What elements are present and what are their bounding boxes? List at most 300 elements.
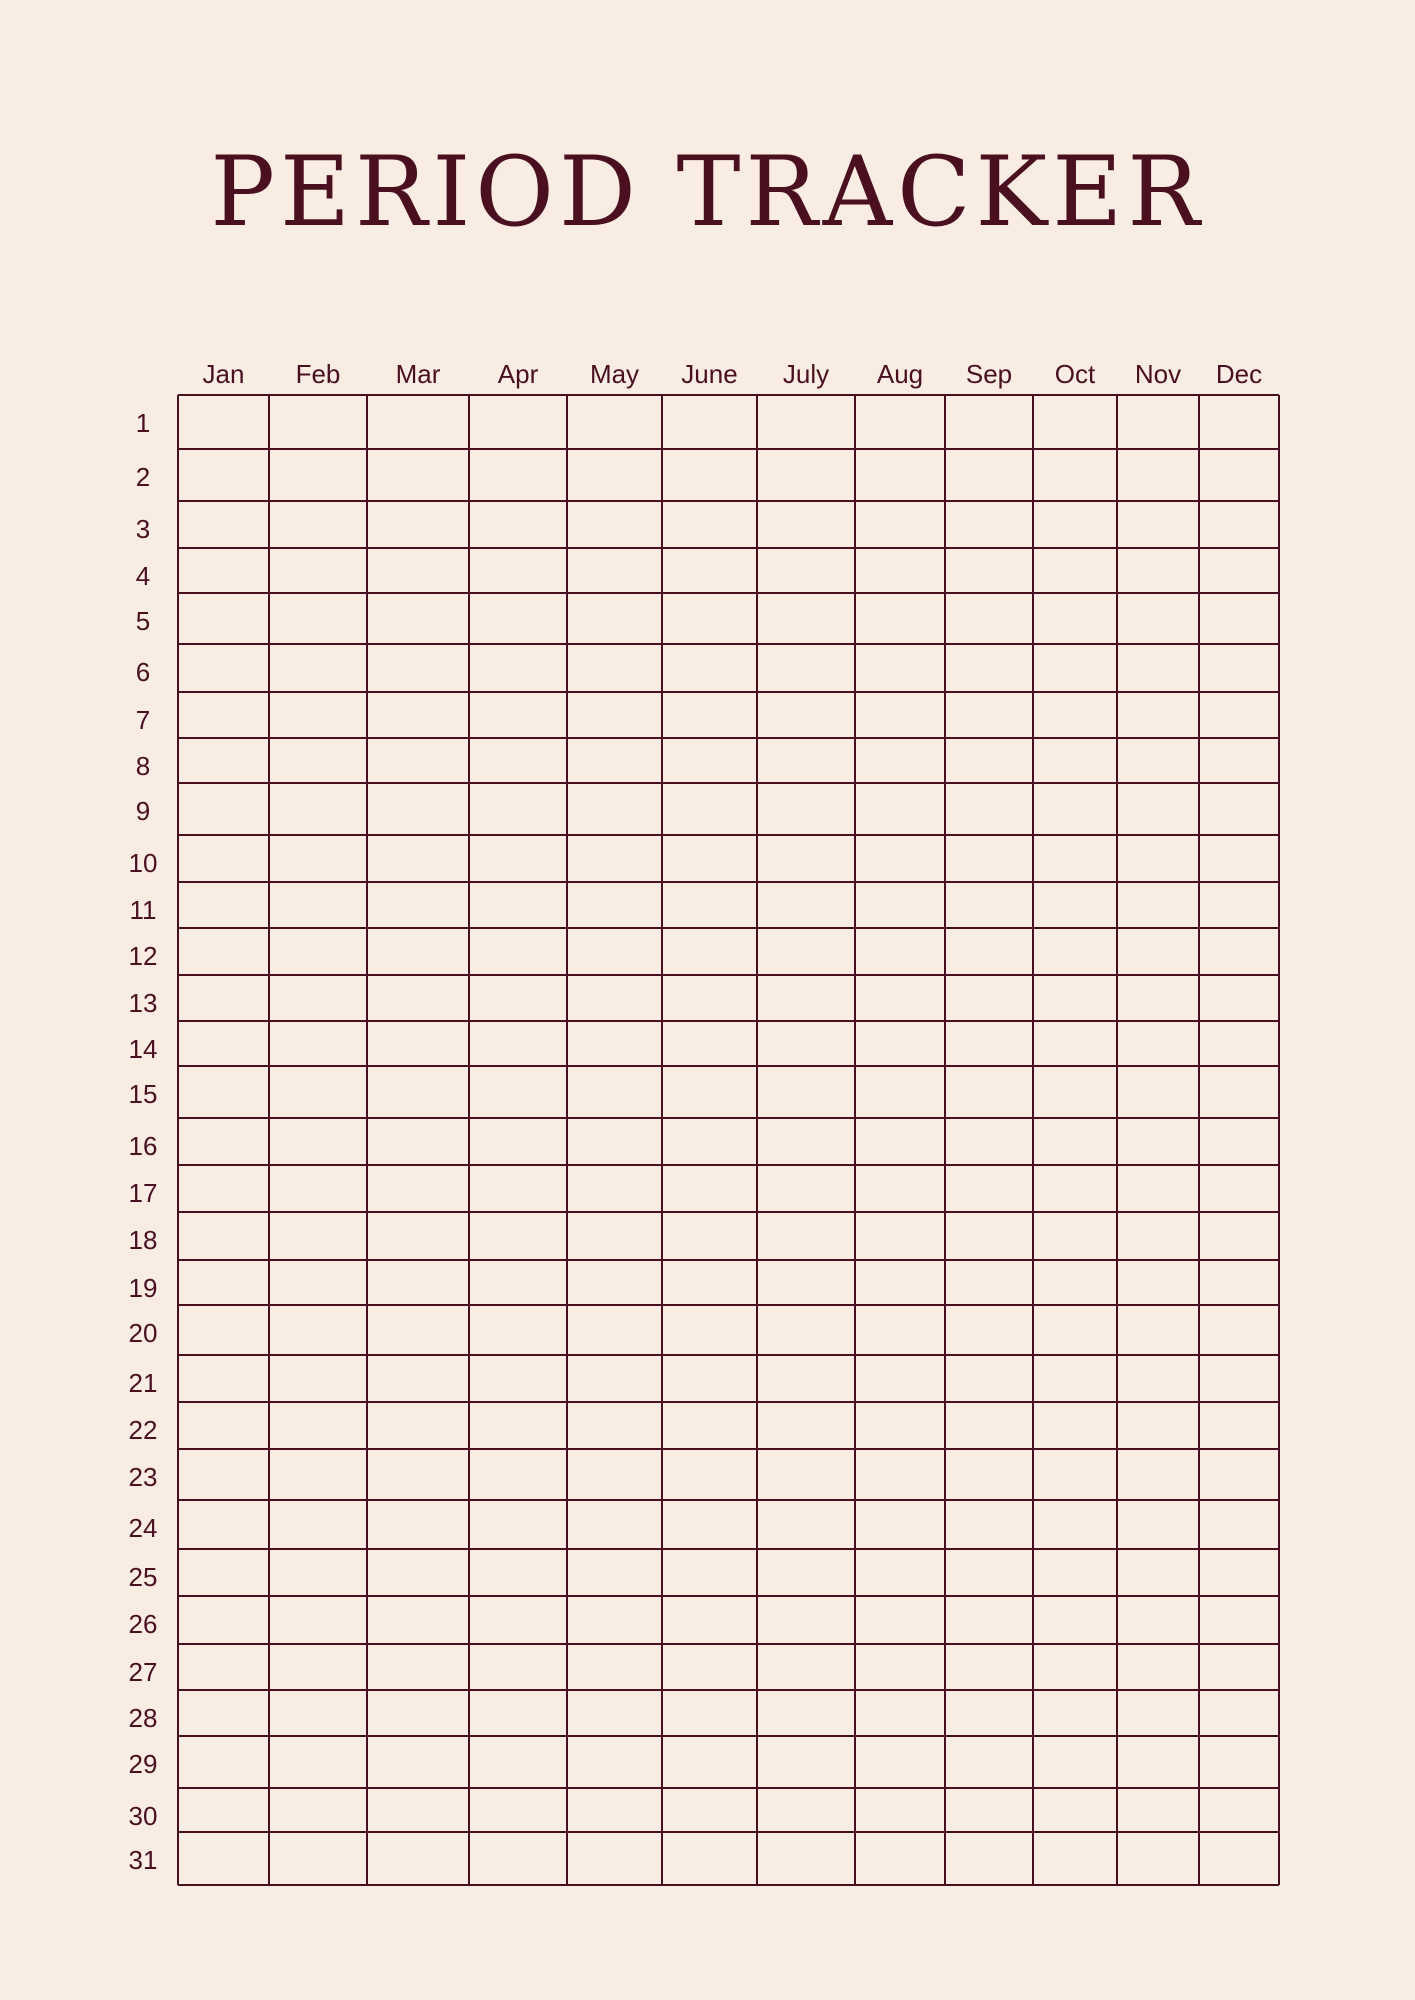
tracker-cell[interactable] [269,1305,367,1355]
tracker-cell[interactable] [1033,1118,1117,1165]
tracker-cell[interactable] [367,501,469,548]
tracker-cell[interactable] [269,1165,367,1212]
tracker-cell[interactable] [469,1788,567,1832]
tracker-cell[interactable] [757,835,855,882]
tracker-cell[interactable] [757,1644,855,1690]
tracker-cell[interactable] [1199,1402,1279,1449]
tracker-cell[interactable] [662,548,757,593]
tracker-cell[interactable] [662,1118,757,1165]
tracker-cell[interactable] [367,1832,469,1885]
tracker-cell[interactable] [367,835,469,882]
tracker-cell[interactable] [1117,783,1199,835]
tracker-cell[interactable] [469,1736,567,1788]
tracker-cell[interactable] [567,1212,662,1260]
tracker-cell[interactable] [855,548,945,593]
tracker-cell[interactable] [367,783,469,835]
tracker-cell[interactable] [178,1549,269,1596]
tracker-cell[interactable] [855,1165,945,1212]
tracker-cell[interactable] [178,1500,269,1549]
tracker-cell[interactable] [1199,548,1279,593]
tracker-cell[interactable] [1033,1596,1117,1644]
tracker-cell[interactable] [269,593,367,644]
tracker-cell[interactable] [945,1355,1033,1402]
tracker-cell[interactable] [1117,593,1199,644]
tracker-cell[interactable] [662,1500,757,1549]
tracker-cell[interactable] [269,928,367,975]
tracker-cell[interactable] [178,449,269,501]
tracker-cell[interactable] [855,692,945,738]
tracker-cell[interactable] [1033,1021,1117,1066]
tracker-cell[interactable] [178,783,269,835]
tracker-cell[interactable] [662,835,757,882]
tracker-cell[interactable] [567,1260,662,1305]
tracker-cell[interactable] [855,1212,945,1260]
tracker-cell[interactable] [945,975,1033,1021]
tracker-cell[interactable] [367,1690,469,1736]
tracker-cell[interactable] [469,882,567,928]
tracker-cell[interactable] [567,1021,662,1066]
tracker-cell[interactable] [855,1832,945,1885]
tracker-cell[interactable] [945,783,1033,835]
tracker-cell[interactable] [1033,1788,1117,1832]
tracker-cell[interactable] [269,1832,367,1885]
tracker-cell[interactable] [1199,395,1279,449]
tracker-cell[interactable] [567,1549,662,1596]
tracker-cell[interactable] [178,1832,269,1885]
tracker-cell[interactable] [367,1118,469,1165]
tracker-cell[interactable] [567,1832,662,1885]
tracker-cell[interactable] [662,1066,757,1118]
tracker-cell[interactable] [855,1500,945,1549]
tracker-cell[interactable] [757,882,855,928]
tracker-cell[interactable] [945,1736,1033,1788]
tracker-cell[interactable] [178,1736,269,1788]
tracker-cell[interactable] [367,1260,469,1305]
tracker-cell[interactable] [662,738,757,783]
tracker-cell[interactable] [757,1736,855,1788]
tracker-cell[interactable] [469,1066,567,1118]
tracker-cell[interactable] [469,1355,567,1402]
tracker-cell[interactable] [469,1449,567,1500]
tracker-cell[interactable] [757,1066,855,1118]
tracker-cell[interactable] [1117,1596,1199,1644]
tracker-cell[interactable] [757,1355,855,1402]
tracker-cell[interactable] [567,449,662,501]
tracker-cell[interactable] [662,783,757,835]
tracker-cell[interactable] [662,1690,757,1736]
tracker-cell[interactable] [662,1449,757,1500]
tracker-cell[interactable] [757,1212,855,1260]
tracker-cell[interactable] [945,1596,1033,1644]
tracker-cell[interactable] [178,882,269,928]
tracker-cell[interactable] [855,1596,945,1644]
tracker-cell[interactable] [178,644,269,692]
tracker-cell[interactable] [1199,449,1279,501]
tracker-cell[interactable] [945,1118,1033,1165]
tracker-cell[interactable] [855,882,945,928]
tracker-cell[interactable] [945,1832,1033,1885]
tracker-cell[interactable] [567,1066,662,1118]
tracker-cell[interactable] [469,1596,567,1644]
tracker-cell[interactable] [367,1449,469,1500]
tracker-cell[interactable] [469,835,567,882]
tracker-cell[interactable] [1199,783,1279,835]
tracker-cell[interactable] [757,1402,855,1449]
tracker-cell[interactable] [662,1596,757,1644]
tracker-cell[interactable] [757,1260,855,1305]
tracker-cell[interactable] [269,1212,367,1260]
tracker-cell[interactable] [178,593,269,644]
tracker-cell[interactable] [178,1596,269,1644]
tracker-cell[interactable] [1033,593,1117,644]
tracker-cell[interactable] [855,1690,945,1736]
tracker-cell[interactable] [1117,1549,1199,1596]
tracker-cell[interactable] [567,1355,662,1402]
tracker-cell[interactable] [757,738,855,783]
tracker-cell[interactable] [1117,501,1199,548]
tracker-cell[interactable] [1199,1788,1279,1832]
tracker-cell[interactable] [662,593,757,644]
tracker-cell[interactable] [469,1118,567,1165]
tracker-cell[interactable] [269,835,367,882]
tracker-cell[interactable] [757,1305,855,1355]
tracker-cell[interactable] [757,395,855,449]
tracker-cell[interactable] [1199,1596,1279,1644]
tracker-cell[interactable] [567,1402,662,1449]
tracker-cell[interactable] [1199,1644,1279,1690]
tracker-cell[interactable] [1117,738,1199,783]
tracker-cell[interactable] [945,692,1033,738]
tracker-cell[interactable] [855,1021,945,1066]
tracker-cell[interactable] [1199,644,1279,692]
tracker-cell[interactable] [367,1644,469,1690]
tracker-cell[interactable] [567,1644,662,1690]
tracker-cell[interactable] [945,1690,1033,1736]
tracker-cell[interactable] [945,1449,1033,1500]
tracker-cell[interactable] [269,1066,367,1118]
tracker-cell[interactable] [367,975,469,1021]
tracker-cell[interactable] [469,1305,567,1355]
tracker-cell[interactable] [662,692,757,738]
tracker-cell[interactable] [1033,783,1117,835]
tracker-cell[interactable] [1117,449,1199,501]
tracker-cell[interactable] [1117,1788,1199,1832]
tracker-cell[interactable] [757,449,855,501]
tracker-cell[interactable] [567,1736,662,1788]
tracker-cell[interactable] [1199,1736,1279,1788]
tracker-cell[interactable] [945,1260,1033,1305]
tracker-cell[interactable] [1117,1449,1199,1500]
tracker-cell[interactable] [1117,1165,1199,1212]
tracker-cell[interactable] [945,1066,1033,1118]
tracker-cell[interactable] [567,1500,662,1549]
tracker-cell[interactable] [567,975,662,1021]
tracker-cell[interactable] [757,593,855,644]
tracker-cell[interactable] [178,1118,269,1165]
tracker-cell[interactable] [855,1402,945,1449]
tracker-cell[interactable] [178,1165,269,1212]
tracker-cell[interactable] [469,1260,567,1305]
tracker-cell[interactable] [178,1305,269,1355]
tracker-cell[interactable] [855,1449,945,1500]
tracker-cell[interactable] [855,644,945,692]
tracker-cell[interactable] [1033,738,1117,783]
tracker-cell[interactable] [469,644,567,692]
tracker-cell[interactable] [662,1402,757,1449]
tracker-cell[interactable] [662,501,757,548]
tracker-cell[interactable] [469,1549,567,1596]
tracker-cell[interactable] [1199,882,1279,928]
tracker-cell[interactable] [945,593,1033,644]
tracker-cell[interactable] [178,1449,269,1500]
tracker-cell[interactable] [469,692,567,738]
tracker-cell[interactable] [1117,1021,1199,1066]
tracker-cell[interactable] [757,1500,855,1549]
tracker-cell[interactable] [662,1260,757,1305]
tracker-cell[interactable] [269,1596,367,1644]
tracker-cell[interactable] [367,1596,469,1644]
tracker-cell[interactable] [855,975,945,1021]
tracker-cell[interactable] [1117,1690,1199,1736]
tracker-cell[interactable] [1033,1355,1117,1402]
tracker-cell[interactable] [269,548,367,593]
tracker-cell[interactable] [945,1021,1033,1066]
tracker-cell[interactable] [567,1596,662,1644]
tracker-cell[interactable] [367,1500,469,1549]
tracker-cell[interactable] [1117,1305,1199,1355]
tracker-cell[interactable] [757,548,855,593]
tracker-cell[interactable] [469,975,567,1021]
tracker-cell[interactable] [945,644,1033,692]
tracker-cell[interactable] [469,1644,567,1690]
tracker-cell[interactable] [1117,1500,1199,1549]
tracker-cell[interactable] [367,738,469,783]
tracker-cell[interactable] [1033,1690,1117,1736]
tracker-cell[interactable] [567,395,662,449]
tracker-cell[interactable] [662,975,757,1021]
tracker-cell[interactable] [1033,644,1117,692]
tracker-cell[interactable] [1117,644,1199,692]
tracker-cell[interactable] [178,835,269,882]
tracker-cell[interactable] [662,644,757,692]
tracker-cell[interactable] [567,501,662,548]
tracker-cell[interactable] [855,1066,945,1118]
tracker-cell[interactable] [269,1644,367,1690]
tracker-cell[interactable] [757,975,855,1021]
tracker-cell[interactable] [1033,928,1117,975]
tracker-cell[interactable] [269,975,367,1021]
tracker-cell[interactable] [945,1402,1033,1449]
tracker-cell[interactable] [367,548,469,593]
tracker-cell[interactable] [178,928,269,975]
tracker-cell[interactable] [855,1260,945,1305]
tracker-cell[interactable] [567,928,662,975]
tracker-cell[interactable] [757,1832,855,1885]
tracker-cell[interactable] [1033,1165,1117,1212]
tracker-cell[interactable] [757,1165,855,1212]
tracker-cell[interactable] [757,1549,855,1596]
tracker-cell[interactable] [855,1305,945,1355]
tracker-cell[interactable] [1117,1260,1199,1305]
tracker-cell[interactable] [945,1788,1033,1832]
tracker-cell[interactable] [662,1355,757,1402]
tracker-cell[interactable] [1033,449,1117,501]
tracker-cell[interactable] [567,835,662,882]
tracker-cell[interactable] [855,738,945,783]
tracker-cell[interactable] [945,449,1033,501]
tracker-cell[interactable] [567,1118,662,1165]
tracker-cell[interactable] [757,783,855,835]
tracker-cell[interactable] [178,1260,269,1305]
tracker-cell[interactable] [1033,882,1117,928]
tracker-cell[interactable] [178,1021,269,1066]
tracker-cell[interactable] [178,738,269,783]
tracker-cell[interactable] [1117,1402,1199,1449]
tracker-cell[interactable] [1117,975,1199,1021]
tracker-cell[interactable] [1199,1449,1279,1500]
tracker-cell[interactable] [469,449,567,501]
tracker-cell[interactable] [1199,1212,1279,1260]
tracker-cell[interactable] [855,835,945,882]
tracker-cell[interactable] [1033,1449,1117,1500]
tracker-cell[interactable] [178,395,269,449]
tracker-cell[interactable] [469,1165,567,1212]
tracker-cell[interactable] [1117,882,1199,928]
tracker-cell[interactable] [367,1549,469,1596]
tracker-cell[interactable] [1033,1644,1117,1690]
tracker-cell[interactable] [567,1449,662,1500]
tracker-cell[interactable] [855,449,945,501]
tracker-cell[interactable] [662,1021,757,1066]
tracker-cell[interactable] [1117,1644,1199,1690]
tracker-cell[interactable] [1033,1549,1117,1596]
tracker-cell[interactable] [757,1021,855,1066]
tracker-cell[interactable] [367,593,469,644]
tracker-cell[interactable] [367,1788,469,1832]
tracker-cell[interactable] [367,1066,469,1118]
tracker-cell[interactable] [1033,835,1117,882]
tracker-cell[interactable] [1117,1118,1199,1165]
tracker-cell[interactable] [567,1305,662,1355]
tracker-cell[interactable] [269,1021,367,1066]
tracker-cell[interactable] [945,501,1033,548]
tracker-cell[interactable] [269,1690,367,1736]
tracker-cell[interactable] [567,1165,662,1212]
tracker-cell[interactable] [367,1305,469,1355]
tracker-cell[interactable] [662,1165,757,1212]
tracker-cell[interactable] [1033,1305,1117,1355]
tracker-cell[interactable] [567,738,662,783]
tracker-cell[interactable] [469,1500,567,1549]
tracker-cell[interactable] [757,928,855,975]
tracker-cell[interactable] [945,1165,1033,1212]
tracker-cell[interactable] [567,593,662,644]
tracker-cell[interactable] [567,1690,662,1736]
tracker-cell[interactable] [178,1788,269,1832]
tracker-cell[interactable] [1199,1066,1279,1118]
tracker-cell[interactable] [269,1736,367,1788]
tracker-cell[interactable] [178,1644,269,1690]
tracker-cell[interactable] [1033,395,1117,449]
tracker-cell[interactable] [269,644,367,692]
tracker-cell[interactable] [178,1402,269,1449]
tracker-cell[interactable] [1199,1832,1279,1885]
tracker-cell[interactable] [1033,1832,1117,1885]
tracker-cell[interactable] [662,928,757,975]
tracker-cell[interactable] [945,738,1033,783]
tracker-cell[interactable] [757,1596,855,1644]
tracker-cell[interactable] [567,783,662,835]
tracker-cell[interactable] [269,1549,367,1596]
tracker-cell[interactable] [662,1736,757,1788]
tracker-cell[interactable] [945,1500,1033,1549]
tracker-cell[interactable] [269,1402,367,1449]
tracker-cell[interactable] [469,1690,567,1736]
tracker-cell[interactable] [855,593,945,644]
tracker-cell[interactable] [178,692,269,738]
tracker-cell[interactable] [567,1788,662,1832]
tracker-cell[interactable] [269,1500,367,1549]
tracker-cell[interactable] [178,1690,269,1736]
tracker-cell[interactable] [269,1355,367,1402]
tracker-cell[interactable] [1117,928,1199,975]
tracker-cell[interactable] [178,501,269,548]
tracker-cell[interactable] [757,1690,855,1736]
tracker-cell[interactable] [1199,1549,1279,1596]
tracker-cell[interactable] [469,738,567,783]
tracker-cell[interactable] [469,1021,567,1066]
tracker-cell[interactable] [945,1212,1033,1260]
tracker-cell[interactable] [945,548,1033,593]
tracker-cell[interactable] [367,692,469,738]
tracker-cell[interactable] [1117,835,1199,882]
tracker-cell[interactable] [269,692,367,738]
tracker-cell[interactable] [178,975,269,1021]
tracker-cell[interactable] [1117,1355,1199,1402]
tracker-cell[interactable] [757,501,855,548]
tracker-cell[interactable] [855,1736,945,1788]
tracker-cell[interactable] [469,1402,567,1449]
tracker-cell[interactable] [855,395,945,449]
tracker-cell[interactable] [469,395,567,449]
tracker-cell[interactable] [469,548,567,593]
tracker-cell[interactable] [662,1788,757,1832]
tracker-cell[interactable] [1033,692,1117,738]
tracker-cell[interactable] [178,1212,269,1260]
tracker-cell[interactable] [567,548,662,593]
tracker-cell[interactable] [855,501,945,548]
tracker-cell[interactable] [1199,1021,1279,1066]
tracker-cell[interactable] [269,1788,367,1832]
tracker-cell[interactable] [367,1736,469,1788]
tracker-cell[interactable] [178,1066,269,1118]
tracker-cell[interactable] [269,501,367,548]
tracker-cell[interactable] [1033,1066,1117,1118]
tracker-cell[interactable] [1033,548,1117,593]
tracker-cell[interactable] [945,1644,1033,1690]
tracker-cell[interactable] [757,1449,855,1500]
tracker-cell[interactable] [1117,1736,1199,1788]
tracker-cell[interactable] [1199,1500,1279,1549]
tracker-cell[interactable] [855,928,945,975]
tracker-cell[interactable] [1199,738,1279,783]
tracker-cell[interactable] [1117,548,1199,593]
tracker-cell[interactable] [178,548,269,593]
tracker-cell[interactable] [469,501,567,548]
tracker-cell[interactable] [1033,1402,1117,1449]
tracker-cell[interactable] [1033,1736,1117,1788]
tracker-cell[interactable] [367,644,469,692]
